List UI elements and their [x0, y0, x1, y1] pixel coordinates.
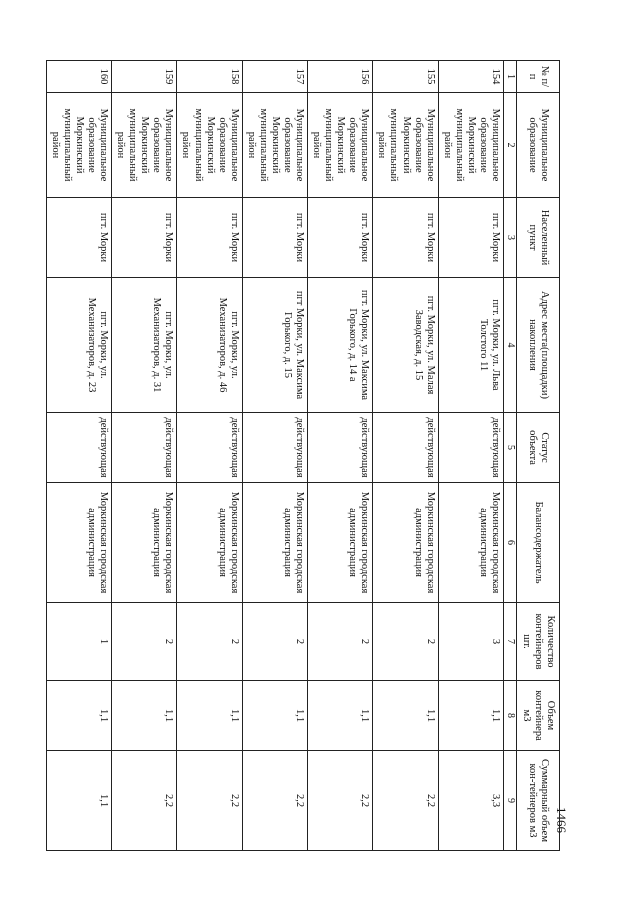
- count-cell: 3: [438, 603, 503, 681]
- status-cell: действующая: [177, 413, 242, 483]
- column-number: 3: [504, 198, 517, 278]
- total-volume-cell: 2,2: [242, 751, 307, 851]
- holder-cell: Моркинская городская администрация: [373, 483, 438, 603]
- page-number: 1466: [554, 807, 569, 833]
- status-cell: действующая: [438, 413, 503, 483]
- row-number: 154: [438, 61, 503, 93]
- settlement-cell: пгт. Морки: [308, 198, 373, 278]
- volume-cell: 1,1: [46, 681, 111, 751]
- header-cell: Статус объекта: [517, 413, 560, 483]
- total-volume-cell: 3,3: [438, 751, 503, 851]
- total-volume-cell: 2,2: [373, 751, 438, 851]
- settlement-cell: пгт. Морки: [46, 198, 111, 278]
- count-cell: 2: [177, 603, 242, 681]
- row-number: 160: [46, 61, 111, 93]
- column-number: 4: [504, 278, 517, 413]
- column-number: 6: [504, 483, 517, 603]
- municipality-cell: Муниципальное образование Моркинский муниципальный район: [373, 93, 438, 198]
- volume-cell: 1,1: [373, 681, 438, 751]
- header-cell: Адрес места(площадки) накопления: [517, 278, 560, 413]
- column-number-row: [504, 61, 517, 851]
- volume-cell: 1,1: [438, 681, 503, 751]
- municipality-cell: Муниципальное образование Моркинский муниципальный район: [112, 93, 177, 198]
- waste-sites-table: [46, 60, 560, 851]
- volume-cell: 1,1: [242, 681, 307, 751]
- count-cell: 1: [46, 603, 111, 681]
- municipality-cell: Муниципальное образование Моркинский муниципальный район: [177, 93, 242, 198]
- column-number: 8: [504, 681, 517, 751]
- status-cell: действующая: [112, 413, 177, 483]
- header-cell: Муниципальное образование: [517, 93, 560, 198]
- row-number: 157: [242, 61, 307, 93]
- total-volume-cell: 2,2: [308, 751, 373, 851]
- count-cell: 2: [242, 603, 307, 681]
- table-row: [112, 61, 177, 851]
- column-number: 2: [504, 93, 517, 198]
- address-cell: пгт. Морки, ул. Льва Толстого 11: [438, 278, 503, 413]
- holder-cell: Моркинская городская администрация: [112, 483, 177, 603]
- column-number: 5: [504, 413, 517, 483]
- count-cell: 2: [373, 603, 438, 681]
- header-cell: Суммарный объем кон-тейнеров м3: [517, 751, 560, 851]
- table-row: [438, 61, 503, 851]
- total-volume-cell: 1,1: [46, 751, 111, 851]
- total-volume-cell: 2,2: [177, 751, 242, 851]
- count-cell: 2: [112, 603, 177, 681]
- row-number: 159: [112, 61, 177, 93]
- holder-cell: Моркинская городская администрация: [438, 483, 503, 603]
- address-cell: пгт. Морки, ул. Механизаторов, д. 31: [112, 278, 177, 413]
- address-cell: пгт. Морки, ул. Механизаторов, д. 23: [46, 278, 111, 413]
- address-cell: пгт. Морки, ул. Механизаторов, д. 46: [177, 278, 242, 413]
- count-cell: 2: [308, 603, 373, 681]
- table-row: [46, 61, 111, 851]
- rotated-table-area: [49, 60, 560, 850]
- holder-cell: Моркинская городская администрация: [46, 483, 111, 603]
- table-row: [373, 61, 438, 851]
- table-row: [177, 61, 242, 851]
- holder-cell: Моркинская городская администрация: [308, 483, 373, 603]
- address-cell: пгт. Морки, ул. Максима Горького, д. 14 а: [308, 278, 373, 413]
- volume-cell: 1,1: [177, 681, 242, 751]
- row-number: 155: [373, 61, 438, 93]
- settlement-cell: пгт. Морки: [177, 198, 242, 278]
- holder-cell: Моркинская городская администрация: [177, 483, 242, 603]
- column-number: 1: [504, 61, 517, 93]
- settlement-cell: пгт. Морки: [112, 198, 177, 278]
- table-header-row: [517, 61, 560, 851]
- volume-cell: 1,1: [112, 681, 177, 751]
- settlement-cell: пгт. Морки: [438, 198, 503, 278]
- address-cell: пгт Морки, ул. Максима Горького, д. 15: [242, 278, 307, 413]
- table-row: [242, 61, 307, 851]
- header-cell: Объем контейнера м3: [517, 681, 560, 751]
- address-cell: пгт. Морки, ул. Малая Заводская, д. 15: [373, 278, 438, 413]
- header-cell: № п/п: [517, 61, 560, 93]
- row-number: 156: [308, 61, 373, 93]
- volume-cell: 1,1: [308, 681, 373, 751]
- municipality-cell: Муниципальное образование Моркинский муниципальный район: [438, 93, 503, 198]
- column-number: 9: [504, 751, 517, 851]
- table-row: [308, 61, 373, 851]
- total-volume-cell: 2,2: [112, 751, 177, 851]
- status-cell: действующая: [46, 413, 111, 483]
- header-cell: Населенный пункт: [517, 198, 560, 278]
- settlement-cell: пгт. Морки: [373, 198, 438, 278]
- column-number: 7: [504, 603, 517, 681]
- row-number: 158: [177, 61, 242, 93]
- municipality-cell: Муниципальное образование Моркинский муниципальный район: [242, 93, 307, 198]
- status-cell: действующая: [308, 413, 373, 483]
- header-cell: Количество контейнеров шт.: [517, 603, 560, 681]
- status-cell: действующая: [242, 413, 307, 483]
- status-cell: действующая: [373, 413, 438, 483]
- municipality-cell: Муниципальное образование Моркинский муниципальный район: [308, 93, 373, 198]
- holder-cell: Моркинская городская администрация: [242, 483, 307, 603]
- header-cell: Балансодержатель: [517, 483, 560, 603]
- municipality-cell: Муниципальное образование Моркинский муниципальный район: [46, 93, 111, 198]
- settlement-cell: пгт. Морки: [242, 198, 307, 278]
- table-canvas: [49, 60, 560, 850]
